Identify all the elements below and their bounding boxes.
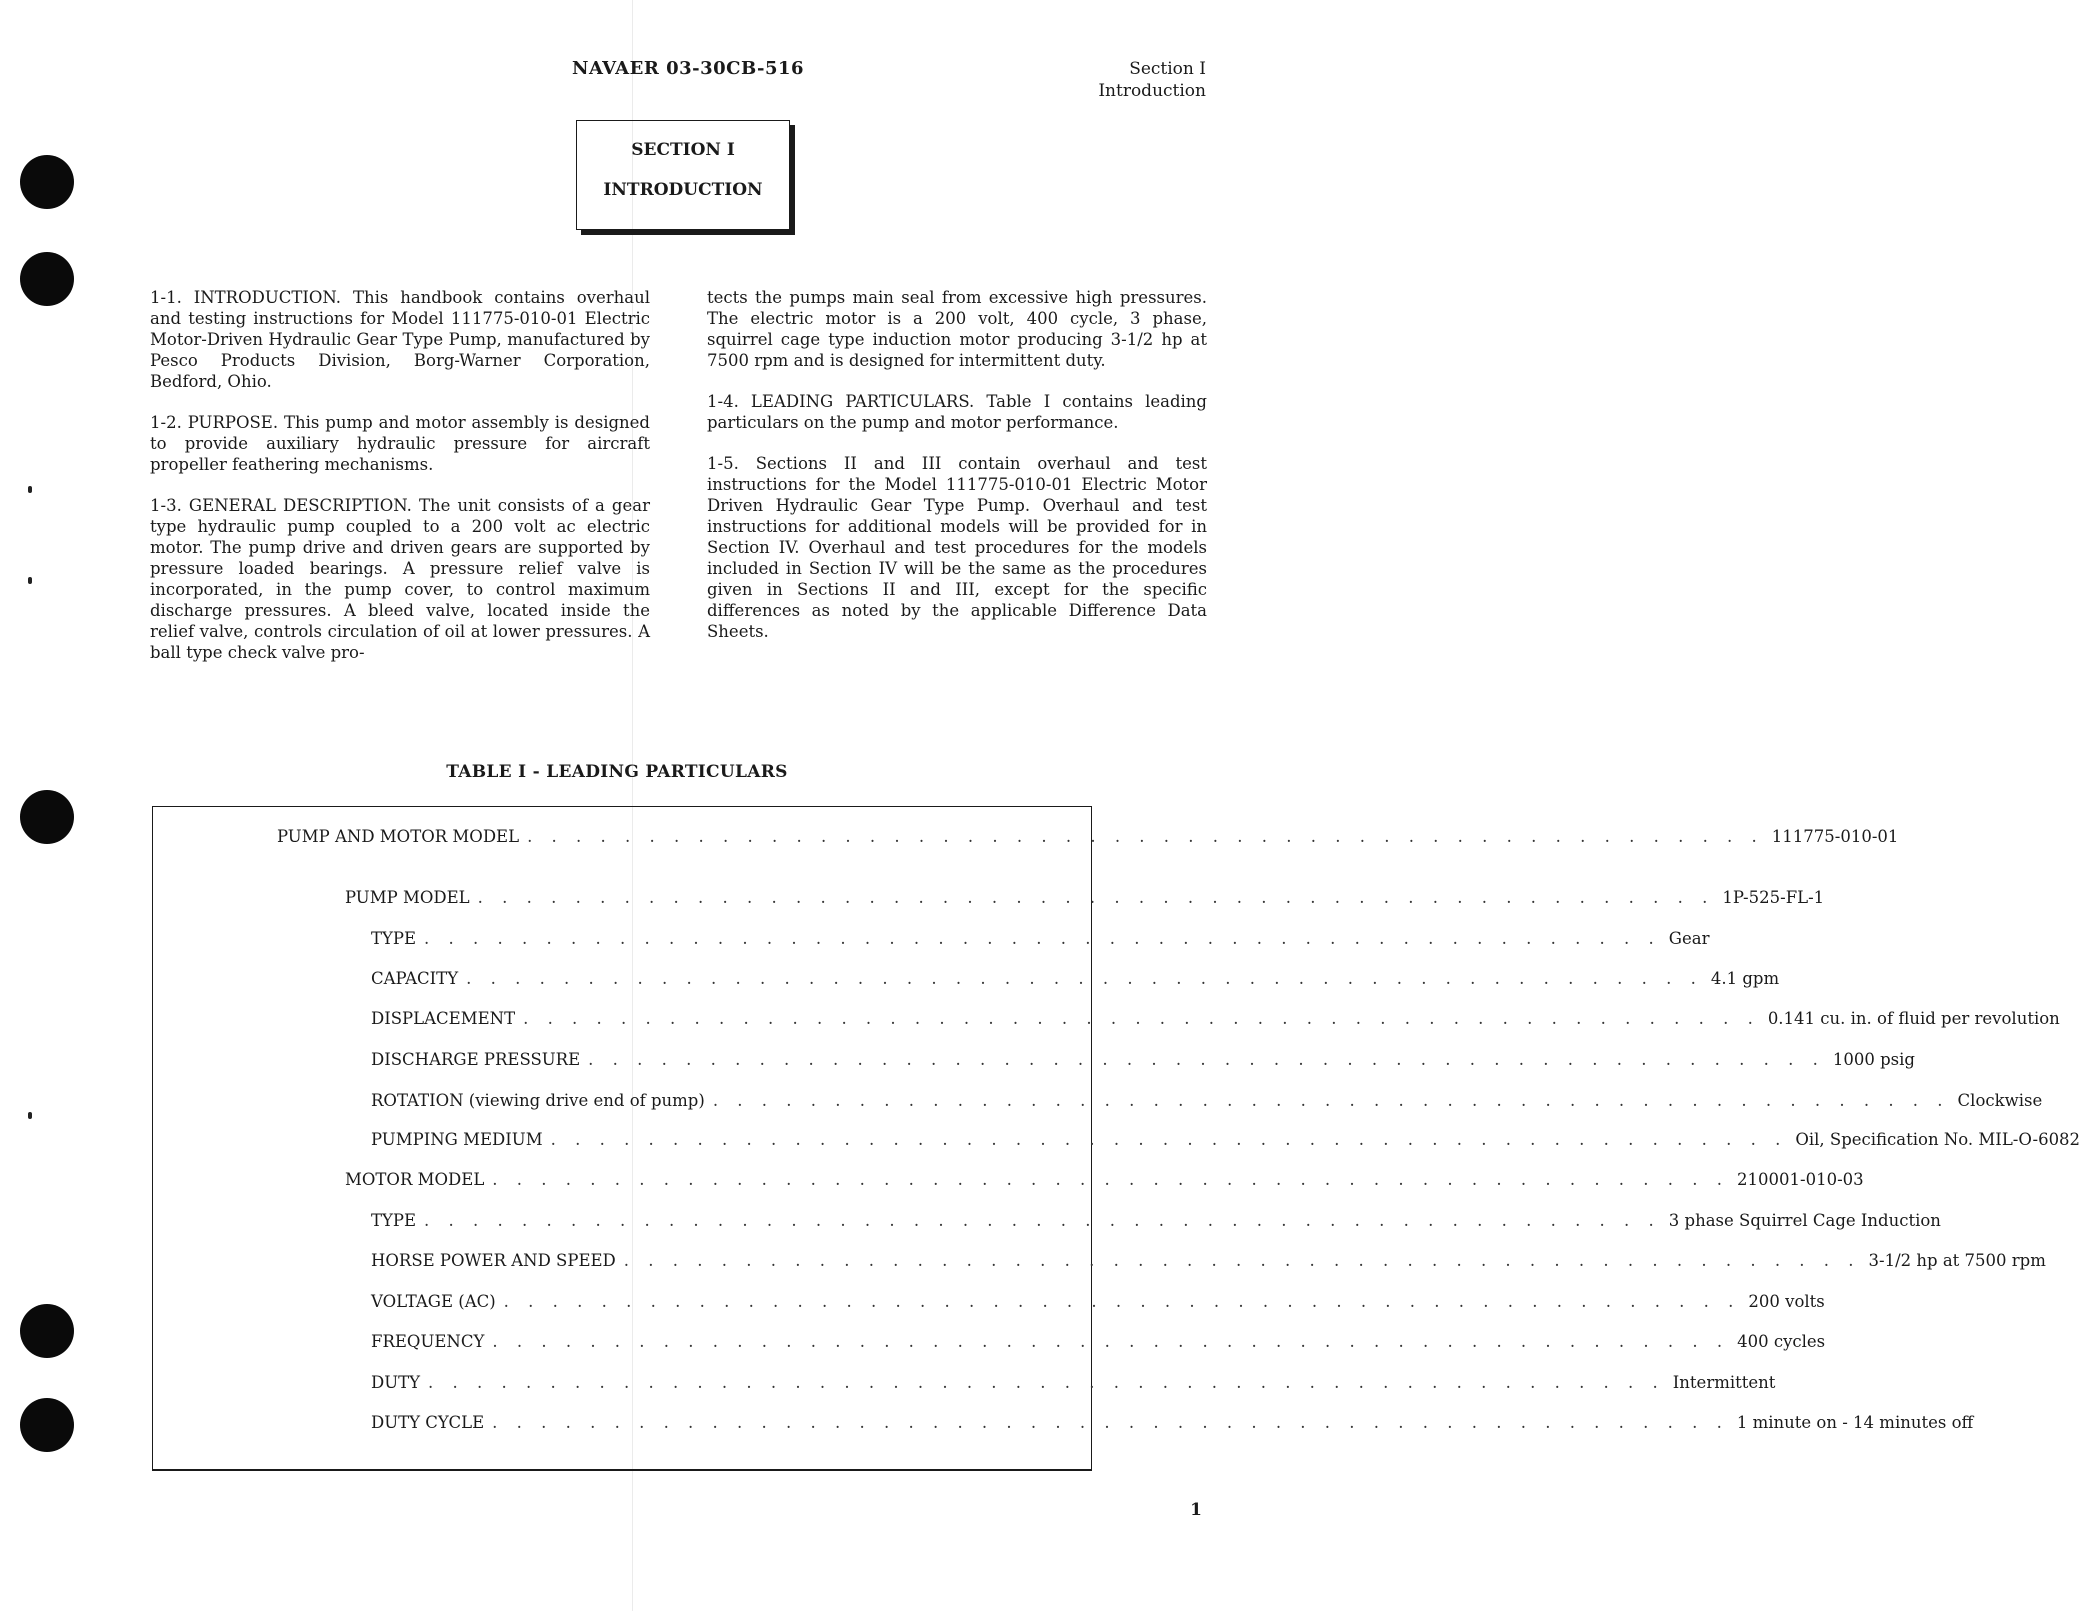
section-title-box xyxy=(576,120,790,230)
row-label: PUMP AND MOTOR MODEL xyxy=(277,827,520,846)
punch-hole xyxy=(20,1304,74,1358)
section-label: Section I xyxy=(1129,59,1206,79)
leader-dots: . . . . . . . . . . . . . . . . . . . . . . . . . . . . . . . . . . . . . . . . . . . . . . . . . . . xyxy=(428,1373,1665,1392)
row-value: 111775-010-01 xyxy=(1771,827,1899,846)
paragraph-1-4: 1-4. LEADING PARTICULARS. Table I contains leading particulars on the pump and motor performance. xyxy=(707,392,1207,432)
paragraph-1-1: 1-1. INTRODUCTION. This handbook contains overhaul and testing instructions for Model 111775-010-01 Electric Motor-Driven Hydraulic Gear Type Pump, manufactured by Pesco Products Division, Borg-Warner Corporation, Bedford, Ohio. xyxy=(150,288,650,391)
table-row xyxy=(371,1413,1974,1432)
right-column xyxy=(707,287,1207,662)
punch-hole xyxy=(20,155,74,209)
row-label: TYPE xyxy=(371,929,417,948)
binder-mark xyxy=(28,486,32,493)
section-name: Introduction xyxy=(1098,81,1206,101)
row-value: Intermittent xyxy=(1672,1373,1776,1392)
table-row xyxy=(371,1091,2043,1110)
punch-hole xyxy=(20,790,74,844)
row-value: 210001-010-03 xyxy=(1737,1170,1864,1189)
row-value: 1000 psig xyxy=(1832,1050,1915,1069)
leader-dots: . . . . . . . . . . . . . . . . . . . . . . . . . . . . . . . . . . . . . . . . . . . . . . . . . . . xyxy=(588,1050,1825,1069)
binder-mark xyxy=(28,577,32,584)
row-value: 4.1 gpm xyxy=(1710,969,1780,988)
leader-dots: . . . . . . . . . . . . . . . . . . . . . . . . . . . . . . . . . . . . . . . . . . . . . . . . . . . xyxy=(424,929,1661,948)
row-value: 1 minute on - 14 minutes off xyxy=(1736,1413,1974,1432)
leader-dots: . . . . . . . . . . . . . . . . . . . . . . . . . . . . . . . . . . . . . . . . . . . . . . . . . . . xyxy=(424,1211,1661,1230)
table-row xyxy=(345,1170,1864,1189)
table-row xyxy=(371,969,1780,988)
row-label: VOLTAGE (AC) xyxy=(371,1292,496,1311)
table-row xyxy=(371,1373,1776,1392)
paragraph-1-3-continued: tects the pumps main seal from excessive high pressures. The electric motor is a 200 volt, 400 cycle, 3 phase, squirrel cage type induction motor producing 3-1/2 hp at 7500 rpm and is designed for intermittent duty. xyxy=(707,288,1207,370)
row-value: Clockwise xyxy=(1957,1091,2043,1110)
page-number: 1 xyxy=(1190,1500,1202,1520)
table-row xyxy=(371,1130,2080,1149)
table-row xyxy=(371,1292,1825,1311)
row-label: FREQUENCY xyxy=(371,1332,485,1351)
table-row xyxy=(371,1251,2046,1270)
row-value: 1P-525-FL-1 xyxy=(1722,888,1825,907)
row-value: 400 cycles xyxy=(1737,1332,1826,1351)
section-title-line1: SECTION I xyxy=(631,140,735,160)
leading-particulars-table xyxy=(152,806,2080,1471)
table-row xyxy=(371,1050,1915,1069)
table-title: TABLE I - LEADING PARTICULARS xyxy=(446,762,788,782)
row-label: DUTY xyxy=(371,1373,421,1392)
table-row xyxy=(371,1332,1826,1351)
row-value: 0.141 cu. in. of fluid per revolution xyxy=(1767,1009,2060,1028)
leader-dots: . . . . . . . . . . . . . . . . . . . . . . . . . . . . . . . . . . . . . . . . . . . . . . . . . . . xyxy=(477,888,1715,907)
leader-dots: . . . . . . . . . . . . . . . . . . . . . . . . . . . . . . . . . . . . . . . . . . . . . . . . . . . xyxy=(466,969,1703,988)
row-label: HORSE POWER AND SPEED xyxy=(371,1251,616,1270)
row-label: DISCHARGE PRESSURE xyxy=(371,1050,581,1069)
row-value: 200 volts xyxy=(1748,1292,1825,1311)
row-value: Gear xyxy=(1668,929,1710,948)
row-label: TYPE xyxy=(371,1211,417,1230)
row-label: MOTOR MODEL xyxy=(345,1170,485,1189)
row-label: DISPLACEMENT xyxy=(371,1009,516,1028)
leader-dots: . . . . . . . . . . . . . . . . . . . . . . . . . . . . . . . . . . . . . . . . . . . . . . . . . . . xyxy=(492,1170,1730,1189)
paragraph-1-2: 1-2. PURPOSE. This pump and motor assembly is designed to provide auxiliary hydraulic pressure for aircraft propeller feathering mechanisms. xyxy=(150,413,650,474)
leader-dots: . . . . . . . . . . . . . . . . . . . . . . . . . . . . . . . . . . . . . . . . . . . . . . . . . . . xyxy=(550,1130,1788,1149)
document-number: NAVAER 03-30CB-516 xyxy=(572,58,805,79)
leader-dots: . . . . . . . . . . . . . . . . . . . . . . . . . . . . . . . . . . . . . . . . . . . . . . . . . . . xyxy=(492,1332,1730,1351)
leader-dots: . . . . . . . . . . . . . . . . . . . . . . . . . . . . . . . . . . . . . . . . . . . . . . . . . . . xyxy=(527,827,1764,846)
paragraph-1-3: 1-3. GENERAL DESCRIPTION. The unit consists of a gear type hydraulic pump coupled to a 200 volt ac electric motor. The pump drive and driven gears are supported by pressure loaded bearings. A pressure relief valve is incorporated, in the pump cover, to control maximum discharge pressures. A bleed valve, located inside the relief valve, controls circulation of oil at lower pressures. A ball type check valve pro- xyxy=(150,496,650,662)
punch-hole xyxy=(20,252,74,306)
paragraph-1-5: 1-5. Sections II and III contain overhaul and test instructions for the Model 111775-010-01 Electric Motor Driven Hydraulic Gear Type Pump. Overhaul and test instructions for additional models will be provided for in Section IV. Overhaul and test procedures for the models included in Section IV will be the same as the procedures given in Sections II and III, except for the specific differences as noted by the applicable Difference Data Sheets. xyxy=(707,454,1207,641)
left-column xyxy=(150,287,650,683)
table-row xyxy=(371,929,1710,948)
row-label: DUTY CYCLE xyxy=(371,1413,485,1432)
table-row xyxy=(345,888,1825,907)
row-label: PUMP MODEL xyxy=(345,888,470,907)
section-title-line2: INTRODUCTION xyxy=(603,180,763,200)
row-value: 3-1/2 hp at 7500 rpm xyxy=(1868,1251,2046,1270)
binder-mark xyxy=(28,1112,32,1119)
leader-dots: . . . . . . . . . . . . . . . . . . . . . . . . . . . . . . . . . . . . . . . . . . . . . . . . . . . xyxy=(492,1413,1729,1432)
leader-dots: . . . . . . . . . . . . . . . . . . . . . . . . . . . . . . . . . . . . . . . . . . . . . . . . . . . xyxy=(523,1009,1760,1028)
punch-hole xyxy=(20,1398,74,1452)
table-row xyxy=(371,1211,1941,1230)
leader-dots: . . . . . . . . . . . . . . . . . . . . . . . . . . . . . . . . . . . . . . . . . . . . . . . . . . . xyxy=(623,1251,1861,1270)
row-value: 3 phase Squirrel Cage Induction xyxy=(1668,1211,1941,1230)
row-label: CAPACITY xyxy=(371,969,459,988)
row-label: ROTATION (viewing drive end of pump) xyxy=(371,1091,705,1110)
section-header xyxy=(1098,58,1206,102)
table-row xyxy=(277,827,1899,846)
leader-dots: . . . . . . . . . . . . . . . . . . . . . . . . . . . . . . . . . . . . . . . . . . . . . . . . . . . xyxy=(503,1292,1741,1311)
table-row xyxy=(371,1009,2060,1028)
leader-dots: . . . . . . . . . . . . . . . . . . . . . . . . . . . . . . . . . . . . . . . . . . . . . . . . . . . xyxy=(712,1091,1950,1110)
row-label: PUMPING MEDIUM xyxy=(371,1130,543,1149)
row-value: Oil, Specification No. MIL-O-6082 xyxy=(1795,1130,2080,1149)
